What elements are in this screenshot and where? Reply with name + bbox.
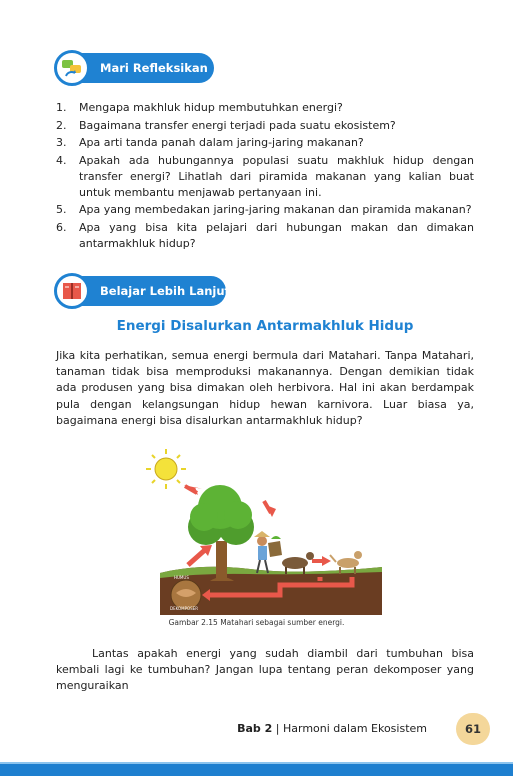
chat-bubbles-icon (54, 50, 90, 86)
chapter-label: Bab 2 (237, 722, 273, 735)
farmer-icon (254, 531, 282, 573)
soil-label: HUMUS (174, 575, 189, 580)
book-icon (54, 273, 90, 309)
section-title: Energi Disalurkan Antarmakhluk Hidup (116, 318, 414, 334)
list-item: 6. Apa yang bisa kita pelajari dari hubungan makan dan dimakan antarmakhluk hidup? (56, 220, 474, 250)
decomposer-label: DEKOMPOSER (170, 606, 199, 611)
tree-icon (188, 485, 254, 581)
question-list (56, 100, 474, 253)
chapter-title: Harmoni dalam Ekosistem (282, 722, 427, 735)
list-item: 4. Apakah ada hubungannya populasi suatu makhluk hidup dengan transfer energi? Lihatlah dari piramida makanan yang kalian buat untuk membantu menjawab pertanyaan ini. (56, 153, 474, 199)
section-header-learn (56, 276, 231, 306)
goat-icon (282, 552, 314, 574)
section-header-label: Mari Refleksikan (100, 61, 208, 75)
figure-caption: Gambar 2.15 Matahari sebagai sumber energi. (168, 618, 345, 627)
list-item: 1. Mengapa makhluk hidup membutuhkan energi? (56, 101, 343, 114)
section-header-label: Belajar Lebih Lanjut (100, 284, 231, 298)
list-item: 5. Apa yang membedakan jaring-jaring makanan dan piramida makanan? (56, 203, 472, 216)
page-number-badge: 61 (456, 713, 490, 745)
footer-band (0, 764, 513, 776)
list-item: 2. Bagaimana transfer energi terjadi pada suatu ekosistem? (56, 118, 396, 132)
section-header-reflect (56, 53, 214, 83)
paragraph: Jika kita perhatikan, semua energi bermula dari Matahari. Tanpa Matahari, tanaman tidak bisa memproduksi makanannya. Dengan demikian tidak ada produsen yang bisa dimakan oleh herbivora. Hal ini akan berdampak pula dengan kelangsungan hidup hewan karnivora. Luar biasa ya, bagaimana energi bisa disalurkan antarmakhluk hidup? (56, 349, 474, 427)
footer-separator: | (272, 722, 283, 735)
paragraph: Lantas apakah energi yang sudah diambil dari tumbuhan bisa kembali lagi ke tumbuhan? Jangan lupa tentang peran dekomposer yang menguraikan (56, 647, 474, 693)
sun-icon (146, 449, 186, 489)
energy-flow-illustration (140, 445, 385, 617)
page-footer (237, 722, 427, 735)
list-item: 3. Apa arti tanda panah dalam jaring-jaring makanan? (56, 136, 364, 149)
